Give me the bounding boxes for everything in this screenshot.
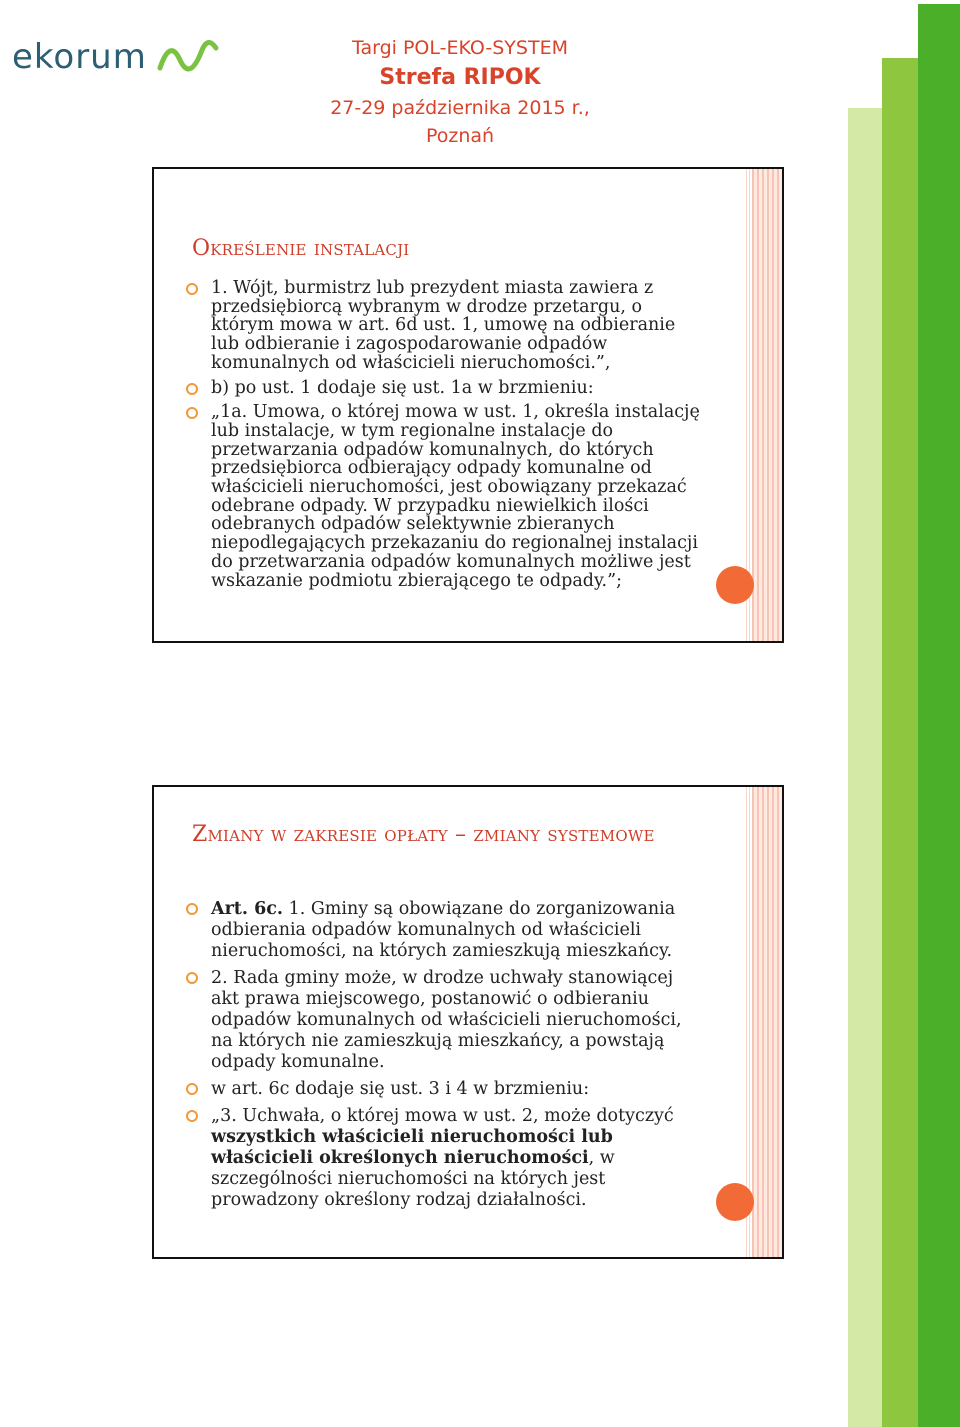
list-item: 1. Wójt, burmistrz lub prezydent miasta zawiera z przedsiębiorcą wybranym w drodze przetargu, o którym mowa w art. 6d ust. 1, umowę na odbieranie lub odbieranie i zagospodarowanie odpadów komunalnych od właścicieli nieruchomości.”, bbox=[184, 279, 704, 373]
event-date: 27-29 października 2015 r., Poznań bbox=[330, 97, 590, 147]
orange-dot bbox=[716, 566, 754, 604]
ekorum-logo-icon bbox=[10, 30, 220, 82]
bullet-icon bbox=[186, 903, 198, 915]
slide-1 bbox=[152, 167, 784, 643]
bullet-icon bbox=[186, 1110, 198, 1122]
slide-decoration bbox=[752, 169, 782, 641]
list-item: b) po ust. 1 dodaje się ust. 1a w brzmieniu: bbox=[184, 379, 704, 398]
bullet-list bbox=[184, 279, 704, 596]
slide-title: Zmiany w zakresie opłaty – zmiany systemowe bbox=[192, 822, 655, 847]
list-item: w art. 6c dodaje się ust. 3 i 4 w brzmieniu: bbox=[184, 1079, 704, 1100]
green-stripe-light bbox=[848, 108, 882, 1427]
slide-decoration bbox=[752, 787, 782, 1257]
list-item: Art. 6c. 1. Gminy są obowiązane do zorganizowania odbierania odpadów komunalnych od właścicieli nieruchomości, na których zamieszkują mieszkańcy. bbox=[184, 899, 704, 962]
bullet-icon bbox=[186, 1083, 198, 1095]
ekorum-logo bbox=[10, 30, 220, 82]
event-name: Targi POL-EKO-SYSTEM bbox=[352, 37, 568, 59]
logo-text: ekorum bbox=[12, 37, 147, 77]
slide-title: Określenie instalacji bbox=[192, 236, 410, 261]
event-zone: Strefa RIPOK bbox=[379, 65, 541, 90]
green-stripe-dark bbox=[918, 4, 960, 1427]
bullet-icon bbox=[186, 972, 198, 984]
list-item: „3. Uchwała, o której mowa w ust. 2, może dotyczyć wszystkich właścicieli nieruchomości lub właścicieli określonych nieruchomości, w szczególności nieruchomości na których jest prowadzony określony rodzaj działalności. bbox=[184, 1106, 704, 1211]
green-stripe-mid bbox=[882, 58, 918, 1427]
bullet-list bbox=[184, 899, 704, 1217]
list-item: 2. Rada gminy może, w drodze uchwały stanowiącej akt prawa miejscowego, postanowić o odbieraniu odpadów komunalnych od właścicieli nieruchomości, na których nie zamieszkują mieszkańcy, a powstają odpady komunalne. bbox=[184, 968, 704, 1073]
bullet-icon bbox=[186, 407, 198, 419]
bullet-icon bbox=[186, 283, 198, 295]
bullet-icon bbox=[186, 383, 198, 395]
list-item: „1a. Umowa, o której mowa w ust. 1, określa instalację lub instalacje, w tym regionalne instalacje do przetwarzania odpadów komunalnych, do których przedsiębiorca odbierający odpady komunalne od właścicieli nieruchomości, jest obowiązany przekazać odebrane odpady. W przypadku niewielkich ilości odebranych odpadów selektywnie zbieranych niepodlegających przekazaniu do regionalnej instalacji do przetwarzania odpadów komunalnych możliwe jest wskazanie podmiotu zbierającego te odpady.”; bbox=[184, 403, 704, 590]
orange-dot bbox=[716, 1183, 754, 1221]
event-header bbox=[300, 34, 620, 150]
slide-2 bbox=[152, 785, 784, 1259]
